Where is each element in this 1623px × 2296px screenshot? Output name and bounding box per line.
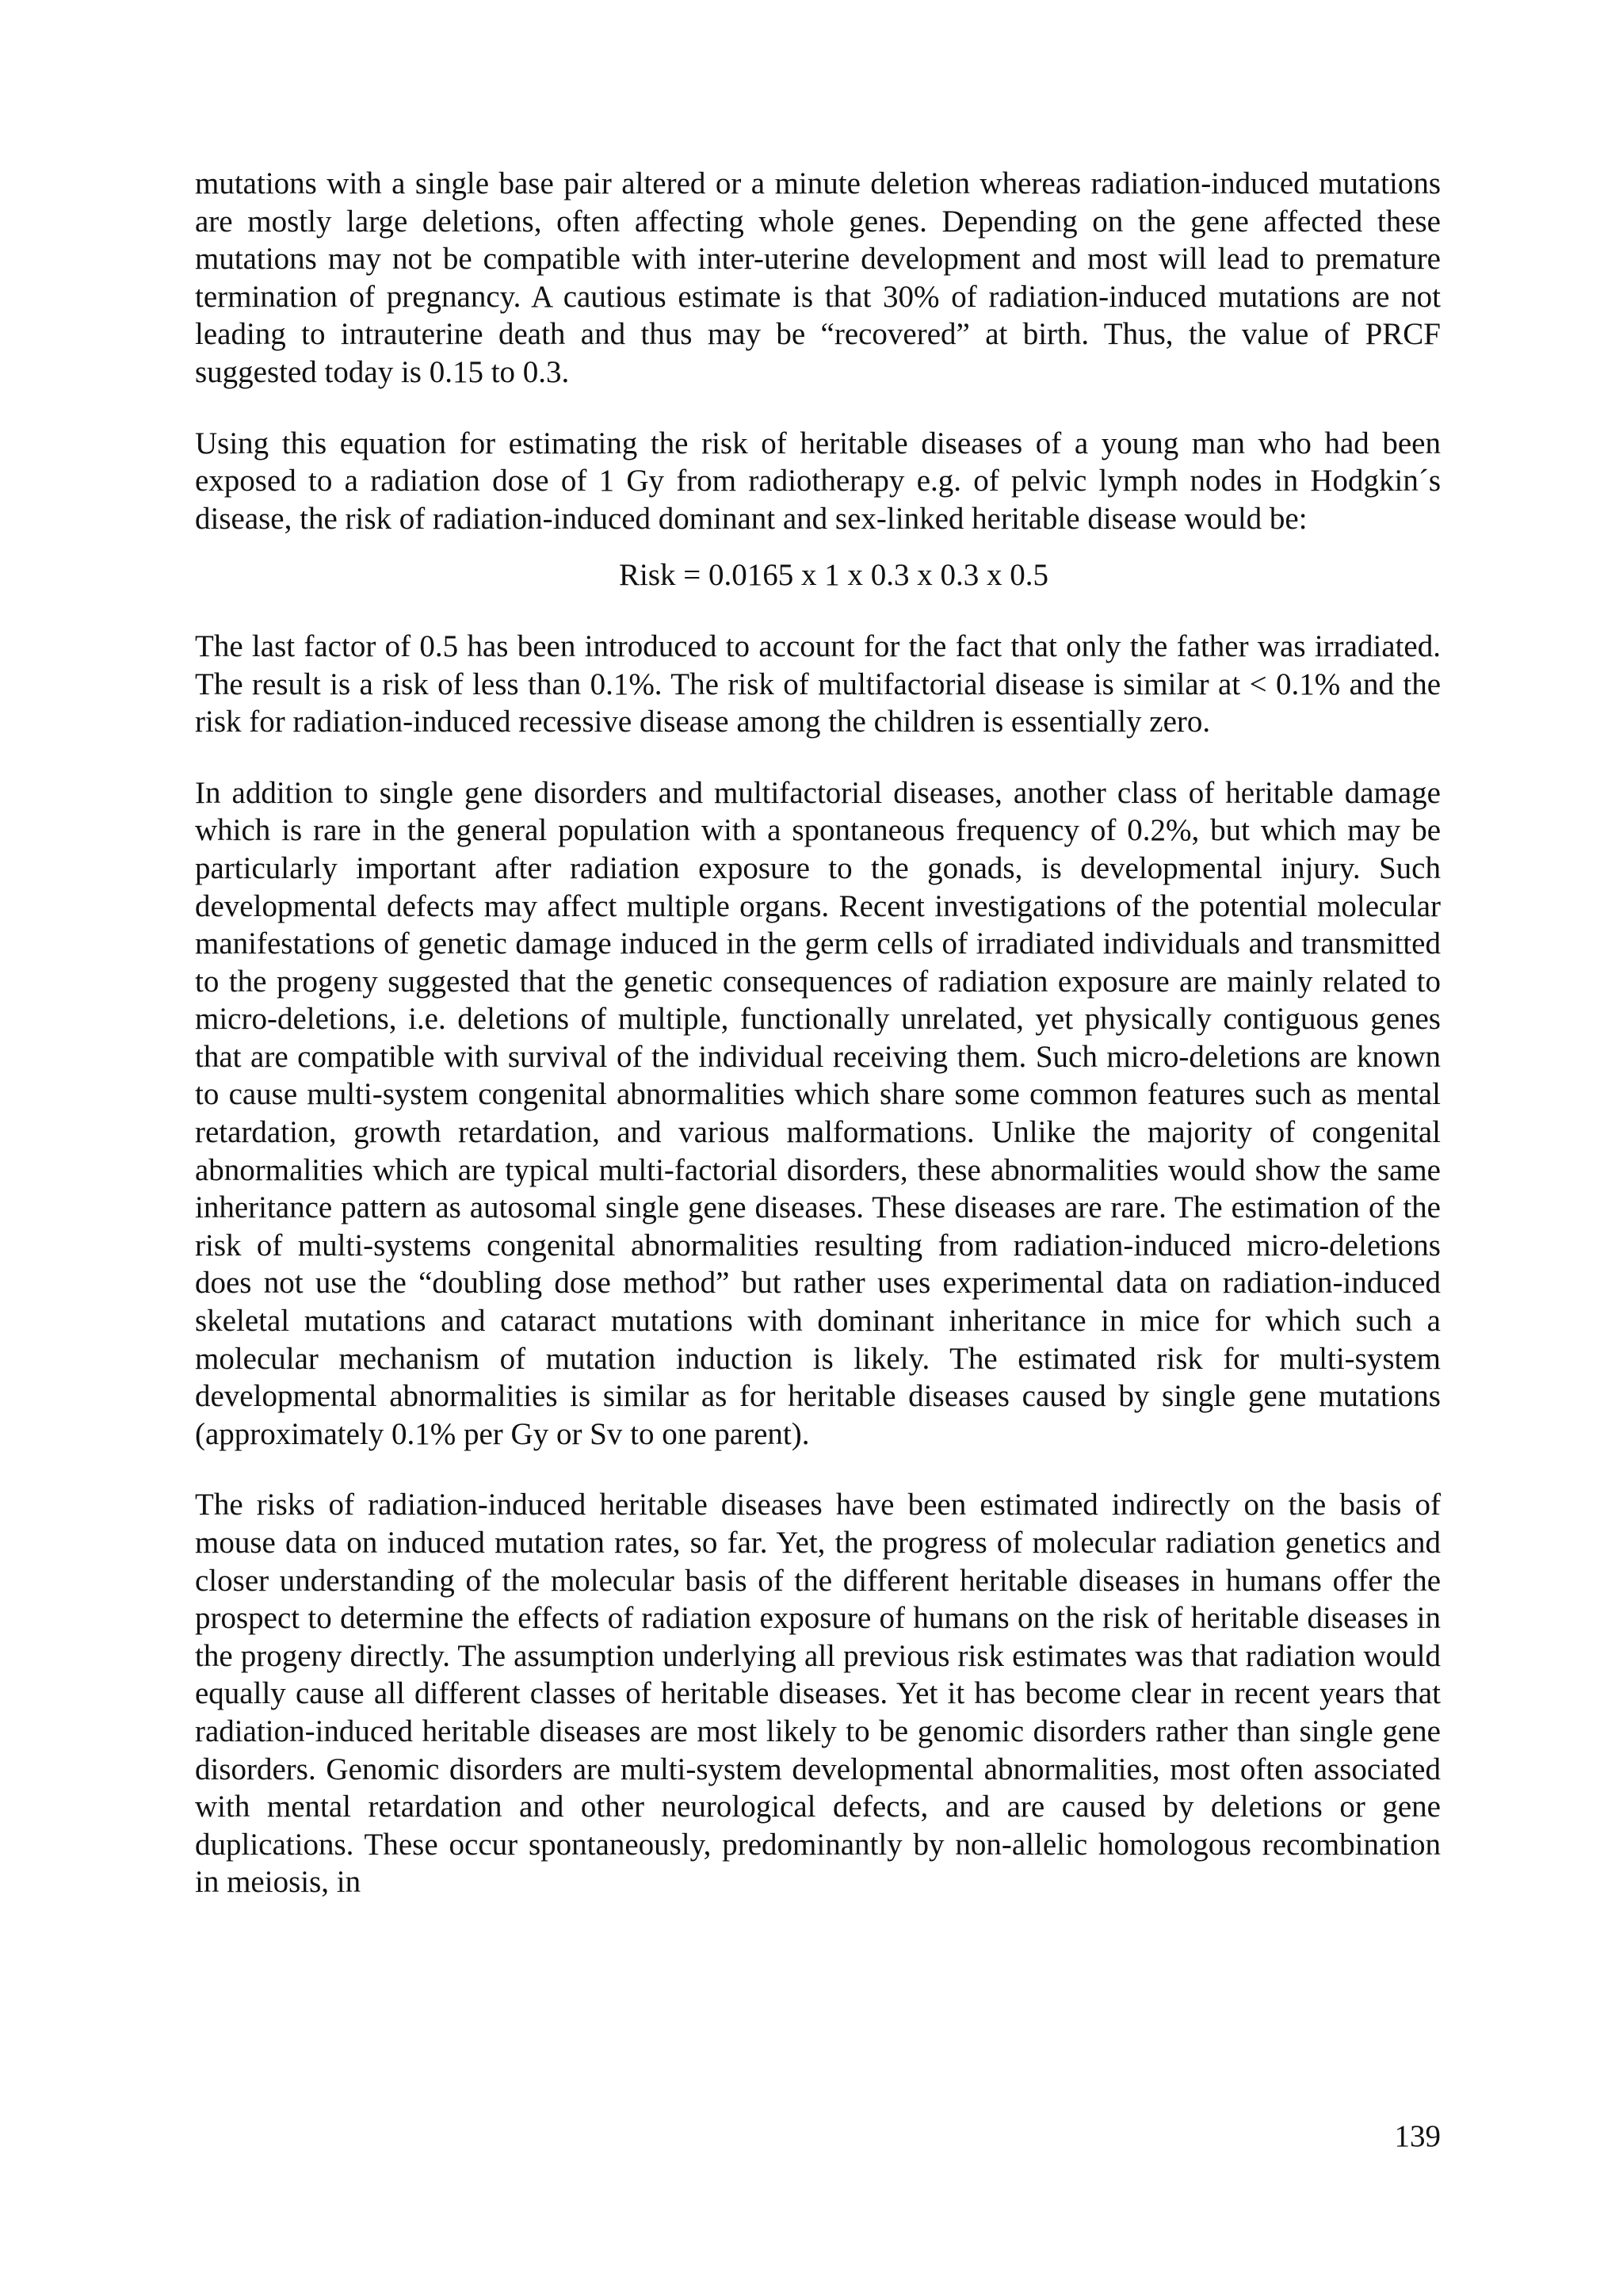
body-text <box>195 165 1441 1935</box>
page-number: 139 <box>1394 2119 1441 2153</box>
paragraph-risk-example: Using this equation for estimating the risk of heritable diseases of a young man who had been exposed to a radiation dose of 1 Gy from radiotherapy e.g. of pelvic lymph nodes in Hodgkin´s disease, the risk of radiation-induced dominant and sex-linked heritable disease would be: <box>195 426 1441 536</box>
paragraph-genomic-disorders: The risks of radiation-induced heritable diseases have been estimated indirectly on the basis of mouse data on induced mutation rates, so far. Yet, the progress of molecular radiation genetics and closer understanding of the molecular basis of the different heritable diseases in humans offer the prospect to determine the effects of radiation exposure of humans on the risk of heritable diseases in the progeny directly. The assumption underlying all previous risk estimates was that radiation would equally cause all different classes of heritable diseases. Yet it has become clear in recent years that radiation-induced heritable diseases are most likely to be genomic disorders rather than single gene disorders. Genomic disorders are multi-system developmental abnormalities, most often associated with mental retardation and other neurological defects, and are caused by deletions or gene duplications. These occur spontaneously, predominantly by non-allelic homologous recombination in meiosis, in <box>195 1488 1441 1900</box>
paragraph-last-factor: The last factor of 0.5 has been introduced to account for the fact that only the father was irradiated. The result is a risk of less than 0.1%. The risk of multifactorial disease is similar at < 0.1% and the risk for radiation-induced recessive disease among the children is essentially zero. <box>195 628 1441 739</box>
paragraph-mutations: mutations with a single base pair altered or a minute deletion whereas radiation-induced mutations are mostly large deletions, often affecting whole genes. Depending on the gene affected these mutations may not be compatible with inter-uterine development and most will lead to premature termination of pregnancy. A cautious estimate is that 30% of radiation-induced mutations are not leading to intrauterine death and thus may be “recovered” at birth. Thus, the value of PRCF suggested today is 0.15 to 0.3. <box>195 166 1441 389</box>
risk-equation: Risk = 0.0165 x 1 x 0.3 x 0.3 x 0.5 <box>618 558 1049 593</box>
paragraph-developmental-injury: In addition to single gene disorders and multifactorial diseases, another class of heritable damage which is rare in the general population with a spontaneous frequency of 0.2%, but which may be particularly important after radiation exposure to the gonads, is developmental injury. Such developmental defects may affect multiple organs. Recent investigations of the potential molecular manifestations of genetic damage induced in the germ cells of irradiated individuals and transmitted to the progeny suggested that the genetic consequences of radiation exposure are mainly related to micro-deletions, i.e. deletions of multiple, functionally unrelated, yet physically contiguous genes that are compatible with survival of the individual receiving them. Such micro-deletions are known to cause multi-system congenital abnormalities which share some common features such as mental retardation, growth retardation, and various malformations. Unlike the majority of congenital abnormalities which are typical multi-factorial disorders, these abnormalities would show the same inheritance pattern as autosomal single gene diseases. These diseases are rare. The estimation of the risk of multi-systems congenital abnormalities resulting from radiation-induced micro-deletions does not use the “doubling dose method” but rather uses experimental data on radiation-induced skeletal mutations and cataract mutations with dominant inheritance in mice for which such a molecular mechanism of mutation induction is likely. The estimated risk for multi-system developmental abnormalities is similar as for heritable diseases caused by single gene mutations (approximately 0.1% per Gy or Sv to one parent). <box>195 775 1441 1451</box>
